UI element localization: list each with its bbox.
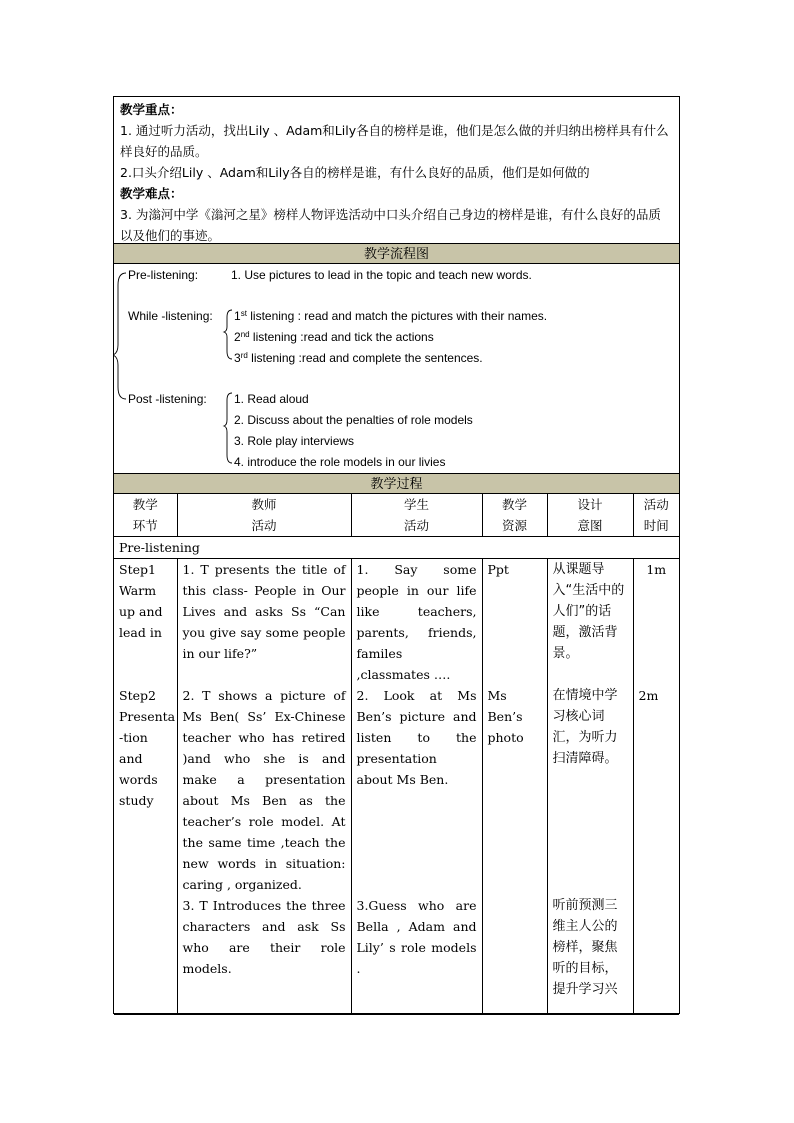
table-row bbox=[114, 559, 679, 1015]
while-item-1: 1st listening : read and match the pictures with their names. bbox=[234, 309, 548, 323]
post-item-1: 1. Read aloud bbox=[234, 392, 309, 406]
resource-cell bbox=[482, 559, 547, 1015]
while-item-2: 2nd listening :read and tick the actions bbox=[234, 330, 434, 344]
while-item-3: 3rd listening :read and complete the sentences. bbox=[234, 351, 483, 365]
process-table bbox=[114, 494, 679, 1015]
time-2: 2m bbox=[638, 688, 659, 703]
resource-2: Ms Ben’s photo bbox=[487, 688, 524, 745]
student-cell bbox=[351, 559, 482, 1015]
flowchart-title: 教学流程图 bbox=[114, 243, 679, 264]
intent-3: 听前预测三维主人公的榜样，聚焦听的目标，提升学习兴 bbox=[552, 898, 618, 997]
post-brace bbox=[224, 393, 232, 463]
key-point-2: 2.口头介绍Lily 、Adam和Lily各自的榜样是谁，有什么良好的品质，他们是如何做的 bbox=[120, 165, 590, 180]
teacher-activity-2: 2. T shows a picture of Ms Ben( Ss’ Ex-Chinese teacher who has retired )and who she is and make a presentation about Ms Ben as the teacher’s role model. At the same time ,teach the new words in situation: caring , organized. bbox=[182, 688, 346, 892]
post-listening-label: Post -listening: bbox=[128, 392, 207, 406]
lesson-plan-table bbox=[113, 96, 680, 1014]
step-cell bbox=[114, 559, 177, 1015]
header-stage: 教学 环节 bbox=[114, 494, 177, 537]
time-cell bbox=[633, 559, 679, 1015]
flowchart-braces bbox=[114, 265, 679, 471]
key-point-1: 1. 通过听力活动，找出Lily 、Adam和Lily各自的榜样是谁，他们是怎么做的并归纳出榜样具有什么样良好的品质。 bbox=[120, 123, 669, 159]
outer-brace bbox=[114, 273, 126, 399]
teacher-activity-3: 3. T Introduces the three characters and ask Ss who are their role models. bbox=[182, 898, 346, 976]
stage-label: Pre-listening bbox=[114, 537, 679, 559]
header-intent: 设计 意图 bbox=[547, 494, 633, 537]
student-activity-3: 3.Guess who are Bella , Adam and Lily’ s role models . bbox=[356, 898, 477, 976]
difficulty-point: 3. 为滃河中学《滃河之星》榜样人物评选活动中口头介绍自己身边的榜样是谁，有什么良好的品质以及他们的事迹。 bbox=[120, 207, 661, 243]
header-time: 活动 时间 bbox=[633, 494, 679, 537]
header-student: 学生 活动 bbox=[351, 494, 482, 537]
header-resource: 教学 资源 bbox=[482, 494, 547, 537]
student-activity-1: 1. Say some people in our life like teachers, parents, friends, familes ,classmates …. bbox=[356, 562, 477, 682]
pre-listening-item: 1. Use pictures to lead in the topic and teach new words. bbox=[231, 268, 532, 282]
intent-2: 在情境中学习核心词汇，为听力扫清障碍。 bbox=[552, 688, 618, 766]
key-points-heading: 教学重点： bbox=[120, 102, 183, 117]
while-listening-label: While -listening: bbox=[128, 309, 213, 323]
teacher-cell bbox=[177, 559, 351, 1015]
time-1: 1m bbox=[646, 562, 667, 577]
key-points-section bbox=[120, 99, 673, 246]
intent-1: 从课题导入“生活中的人们”的话题，激活背景。 bbox=[552, 562, 625, 661]
resource-1: Ppt bbox=[487, 562, 509, 577]
process-header-row bbox=[114, 494, 679, 537]
step-1: Step1 Warm up and lead in bbox=[119, 562, 163, 640]
post-item-3: 3. Role play interviews bbox=[234, 434, 355, 448]
while-brace bbox=[224, 310, 232, 359]
step-2: Step2 Presenta -tion and words study bbox=[119, 688, 176, 808]
pre-listening-label: Pre-listening: bbox=[128, 268, 199, 282]
flowchart bbox=[114, 265, 679, 471]
intent-cell bbox=[547, 559, 633, 1015]
process-title: 教学过程 bbox=[114, 473, 679, 494]
difficulty-heading: 教学难点： bbox=[120, 186, 183, 201]
header-teacher: 教师 活动 bbox=[177, 494, 351, 537]
post-item-4: 4. introduce the role models in our livies bbox=[234, 455, 446, 469]
post-item-2: 2. Discuss about the penalties of role models bbox=[234, 413, 473, 427]
teacher-activity-1: 1. T presents the title of this class- People in Our Lives and asks Ss “Can you give say some people in our life?” bbox=[182, 562, 346, 661]
stage-row bbox=[114, 537, 679, 559]
student-activity-2: 2. Look at Ms Ben’s picture and listen to the presentation about Ms Ben. bbox=[356, 688, 477, 787]
